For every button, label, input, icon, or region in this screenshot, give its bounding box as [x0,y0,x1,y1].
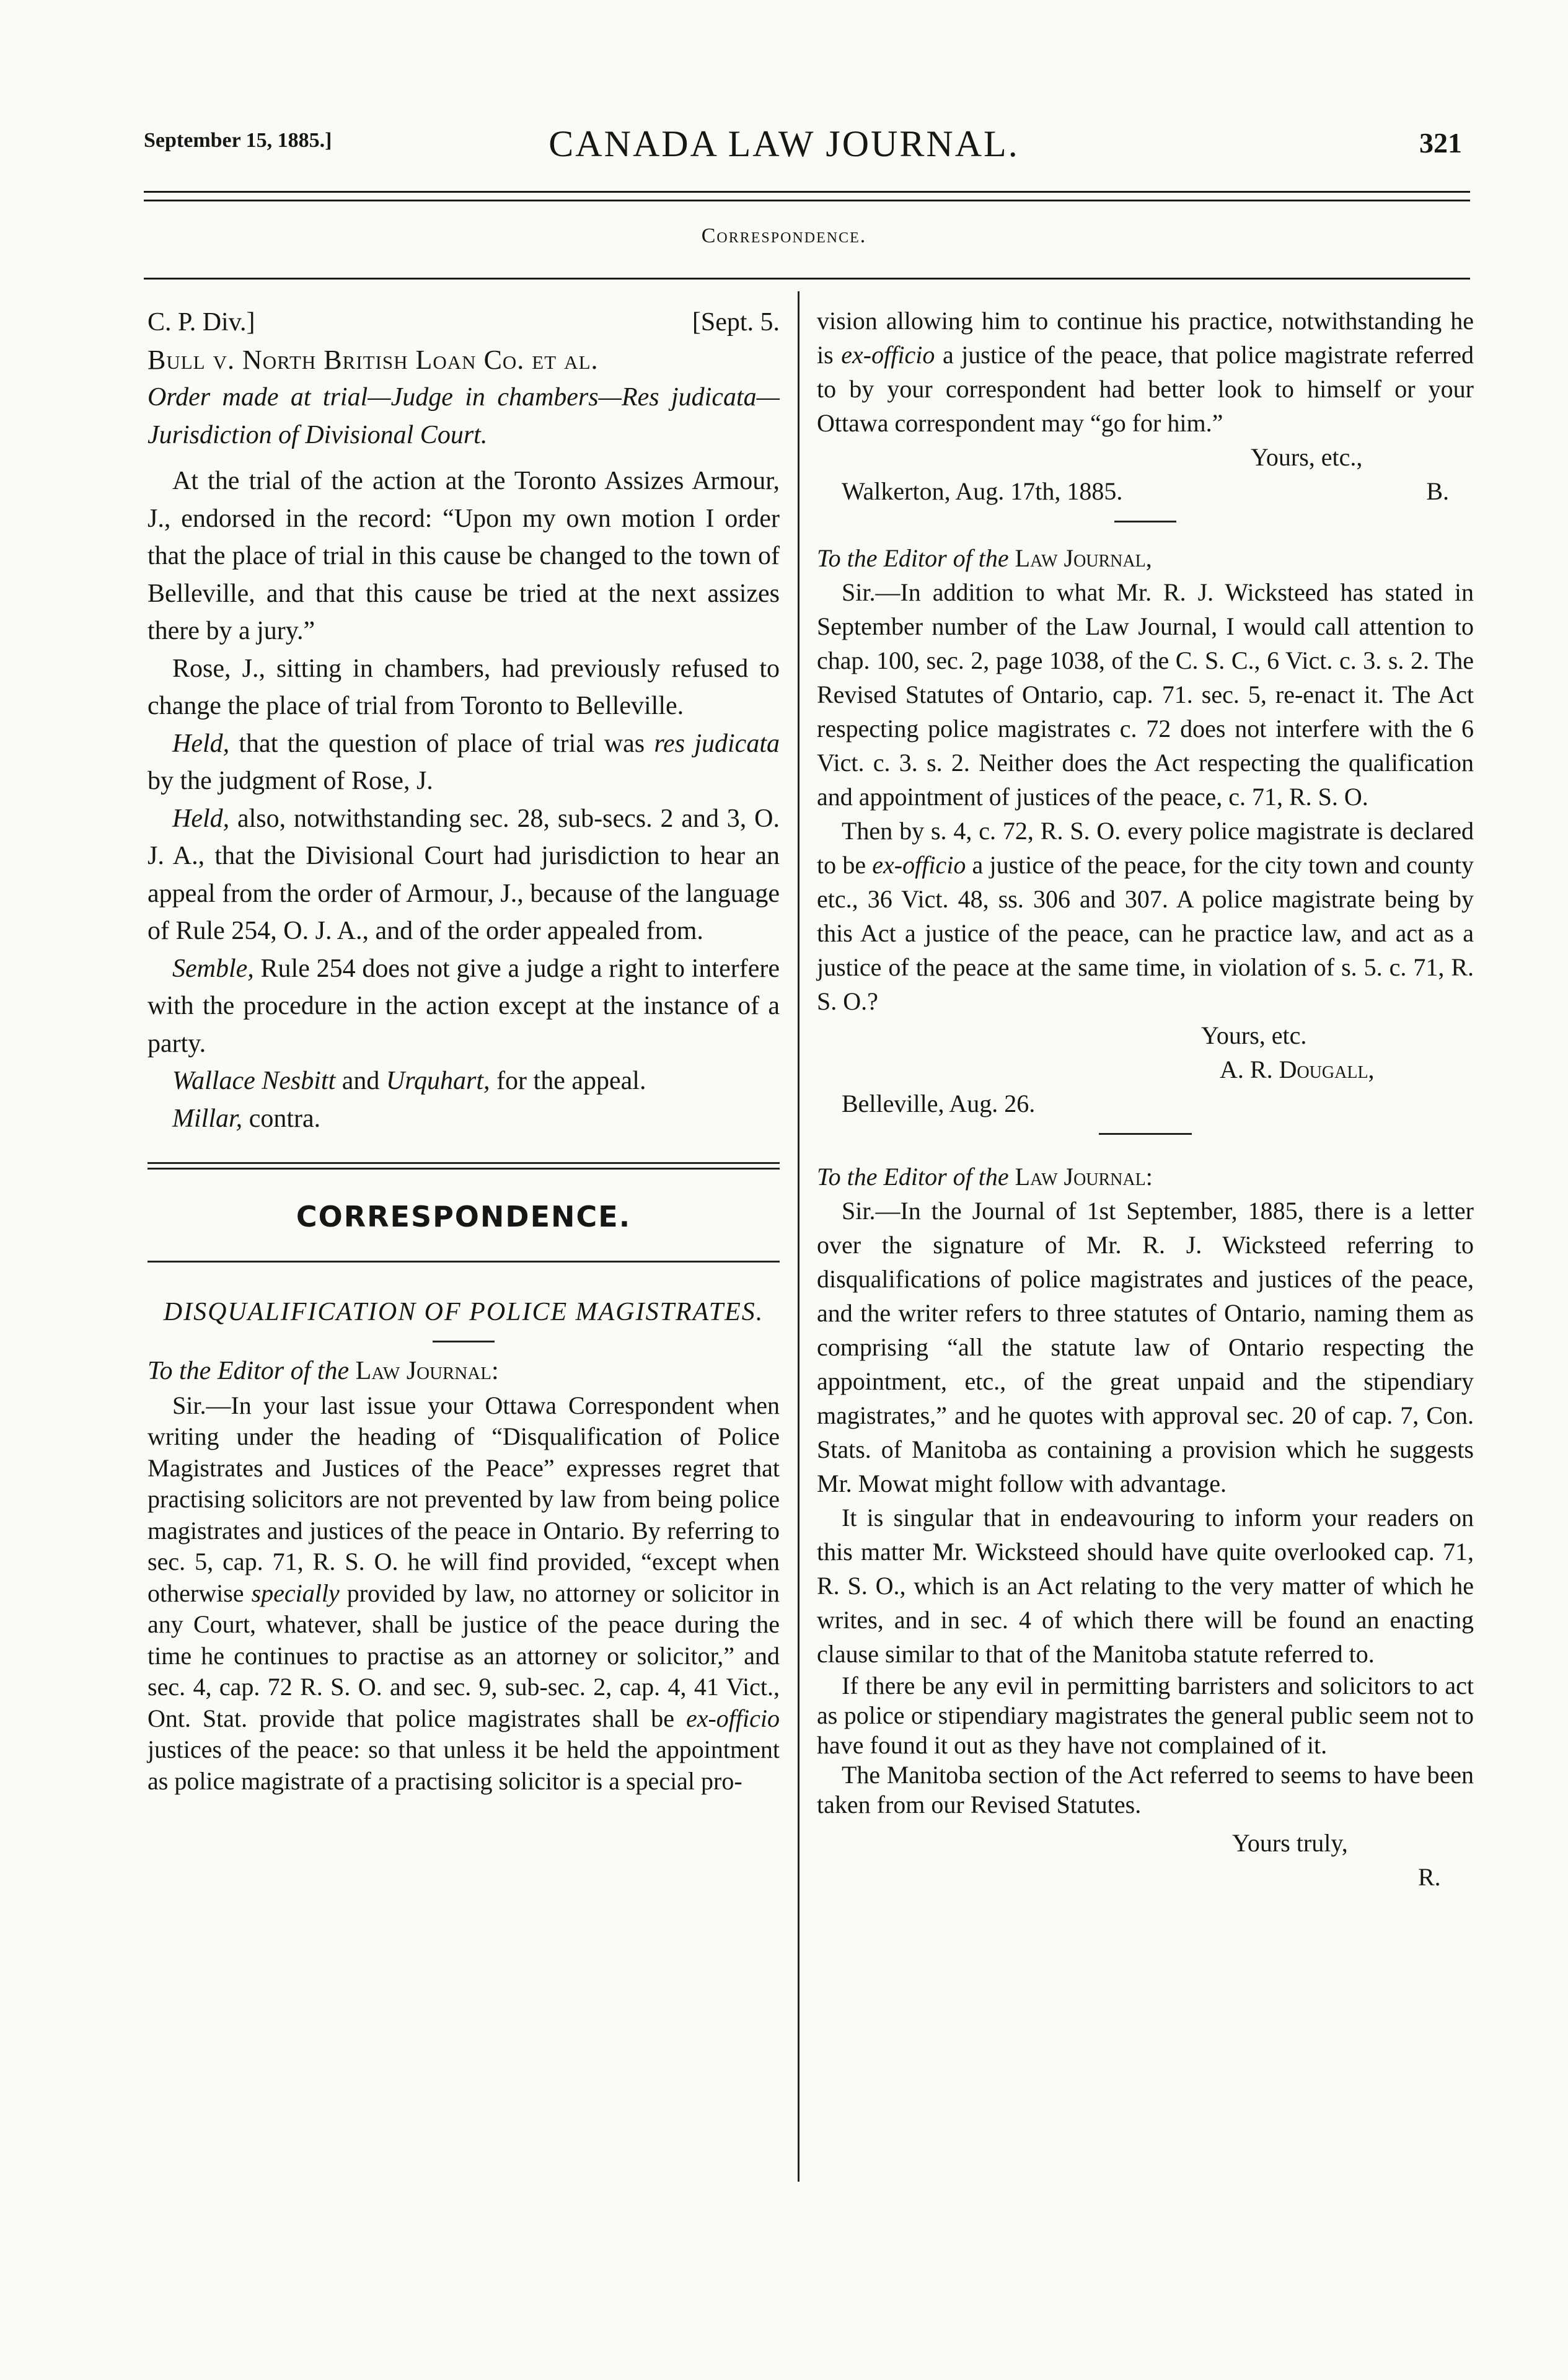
letter-1-body: Sir.—In your last issue your Ottawa Correspondent when writing under the heading of “Disqualification of Police Magistrates and Justices of the Peace” expresses regret that practising solicitors are not prevented by law from being police magistrates and justices of the peace in Ontario. By referring to sec. 5, cap. 71, R. S. O. he will find provided, “except when otherwise specially provided by law, no attorney or solicitor in any Court, whatever, shall be justice of the peace during the time he continues to practise as an attorney or solicitor,” and sec. 4, cap. 72 R. S. O. and sec. 9, sub-sec. 2, cap. 4, 41 Vict., Ont. Stat. provide that police magistrates shall be ex-officio justices of the peace: so that unless it be held the appointment as police magistrate of a practising solicitor is a special pro- [148,1391,780,1795]
left-column [148,304,780,1797]
title-rule [433,1341,495,1342]
case-title: Bull v. North British Loan Co. et al. [148,344,599,375]
case-paragraph-5: Semble, Rule 254 does not give a judge a right to interfere with the procedure in the action except at the instance of a party. [148,954,780,1058]
letter-2-paragraph-1: Sir.—In addition to what Mr. R. J. Wicksteed has stated in September number of the Law Journal, I would call attention to chap. 100, sec. 2, page 1038, of the C. S. C., 6 Vict. c. 3. s. 2. The Revised Statutes of Ontario, cap. 71. sec. 5, re-enact it. The Act respecting police magistrates c. 72 does not interfere with the 6 Vict. c. 3. s. 2. Neither does the Act respecting the qualification and appointment of justices of the peace, c. 71, R. S. O. [817,578,1474,811]
correspondence-heading: CORRESPONDENCE. [296,1200,632,1233]
case-paragraph-4: Held, also, notwithstanding sec. 28, sub-secs. 2 and 3, O. J. A., that the Divisional Court had jurisdiction to hear an appeal from the order of Armour, J., because of the language of Rule 254, O. J. A., and of the order appealed from. [148,804,780,945]
to-editor-line-2: To the Editor of the Law Journal, [817,544,1152,572]
letter-3-paragraph-3: If there be any evil in permitting barristers and solicitors to act as police or stipendiary magistrates the general public seem not to have found it out as they have not complained of it. [817,1672,1474,1759]
header-rule-top [144,191,1470,193]
column-divider [798,291,799,2182]
counsel-line-1: Wallace Nesbitt and Urquhart, for the appeal. [172,1067,646,1095]
journal-title: CANADA LAW JOURNAL. [548,123,1020,164]
letter-2-place: Belleville, Aug. 26. [842,1090,1036,1117]
case-heading-line [148,304,780,342]
section-label: Correspondence. [701,224,867,247]
double-rule [148,1162,780,1170]
court-label: C. P. Div.] [148,308,255,337]
page-number: 321 [1419,127,1462,159]
article-title: DISQUALIFICATION OF POLICE MAGISTRATES. [163,1297,764,1326]
case-paragraph-2: Rose, J., sitting in chambers, had previously refused to change the place of trial from Toronto to Belleville. [148,654,780,720]
right-column [817,304,1474,1894]
case-paragraph-3: Held, that the question of place of trial was res judicata by the judgment of Rose, J. [148,729,780,795]
separator-rule-2 [1099,1133,1192,1135]
letter-2-signature: A. R. Dougall, [1220,1056,1375,1083]
section-rule [144,278,1470,280]
heading-rule [148,1261,780,1263]
letter-1-closing: Yours, etc., [1251,443,1363,471]
letter-3-paragraph-4: The Manitoba section of the Act referred to seems to have been taken from our Revised Statutes. [817,1761,1474,1818]
letter-1-continuation: vision allowing him to continue his practice, notwithstanding he is ex-officio a justice of the peace, that police magistrate referred to by your correspondent had better look to himself or your Ottawa correspondent may “go for him.” [817,307,1474,437]
separator-rule-1 [1114,521,1176,522]
letter-2-paragraph-2: Then by s. 4, c. 72, R. S. O. every police magistrate is declared to be ex-officio a justice of the peace, for the city town and county etc., 36 Vict. 48, ss. 306 and 307. A police magistrate being by this Act a justice of the peace, can he practice law, and act as a justice of the peace at the same time, in violation of s. 5. c. 71, R. S. O.? [817,817,1474,1015]
letter-3-signature: R. [1418,1863,1441,1891]
letter-2-closing: Yours, etc. [1201,1021,1307,1049]
letter-1-place-line [817,474,1474,508]
headnote: Order made at trial—Judge in chambers—Res judicata—Jurisdiction of Divisional Court. [148,383,780,449]
case-paragraph-1: At the trial of the action at the Toronto Assizes Armour, J., endorsed in the record: “Upon my own motion I order that the place of trial in this cause be changed to the town of Belleville, and that this cause be tried at the next assizes there by a jury.” [148,467,780,645]
issue-date: September 15, 1885.] [144,129,332,152]
letter-3-paragraph-1: Sir.—In the Journal of 1st September, 1885, there is a letter over the signature of Mr. R. J. Wicksteed referring to disqualifications of police magistrates and justices of the peace, and the writer refers to three statutes of Ontario, naming them as comprising “all the statute law of Ontario respecting the appointment, etc., of the great unpaid and the stipendiary magistrates,” and he quotes with approval sec. 20 of cap. 7, Con. Stats. of Manitoba as containing a provision which he suggests Mr. Mowat might follow with advantage. [817,1197,1474,1497]
letter-1-place: Walkerton, Aug. 17th, 1885. [842,477,1123,505]
to-editor-line-3: To the Editor of the Law Journal: [817,1163,1153,1191]
to-editor-line: To the Editor of the Law Journal: [148,1357,499,1385]
decision-date: [Sept. 5. [692,308,780,337]
header-rule-bottom [144,200,1470,201]
counsel-line-2: Millar, contra. [172,1104,321,1133]
letter-1-signature: B. [1426,477,1449,505]
letter-3-paragraph-2: It is singular that in endeavouring to inform your readers on this matter Mr. Wicksteed should have quite overlooked cap. 71, R. S. O., which is an Act relating to the very matter of which he writes, and in sec. 4 of which there will be found an enacting clause similar to that of the Manitoba statute referred to. [817,1504,1474,1668]
letter-3-closing: Yours truly, [1232,1829,1348,1857]
